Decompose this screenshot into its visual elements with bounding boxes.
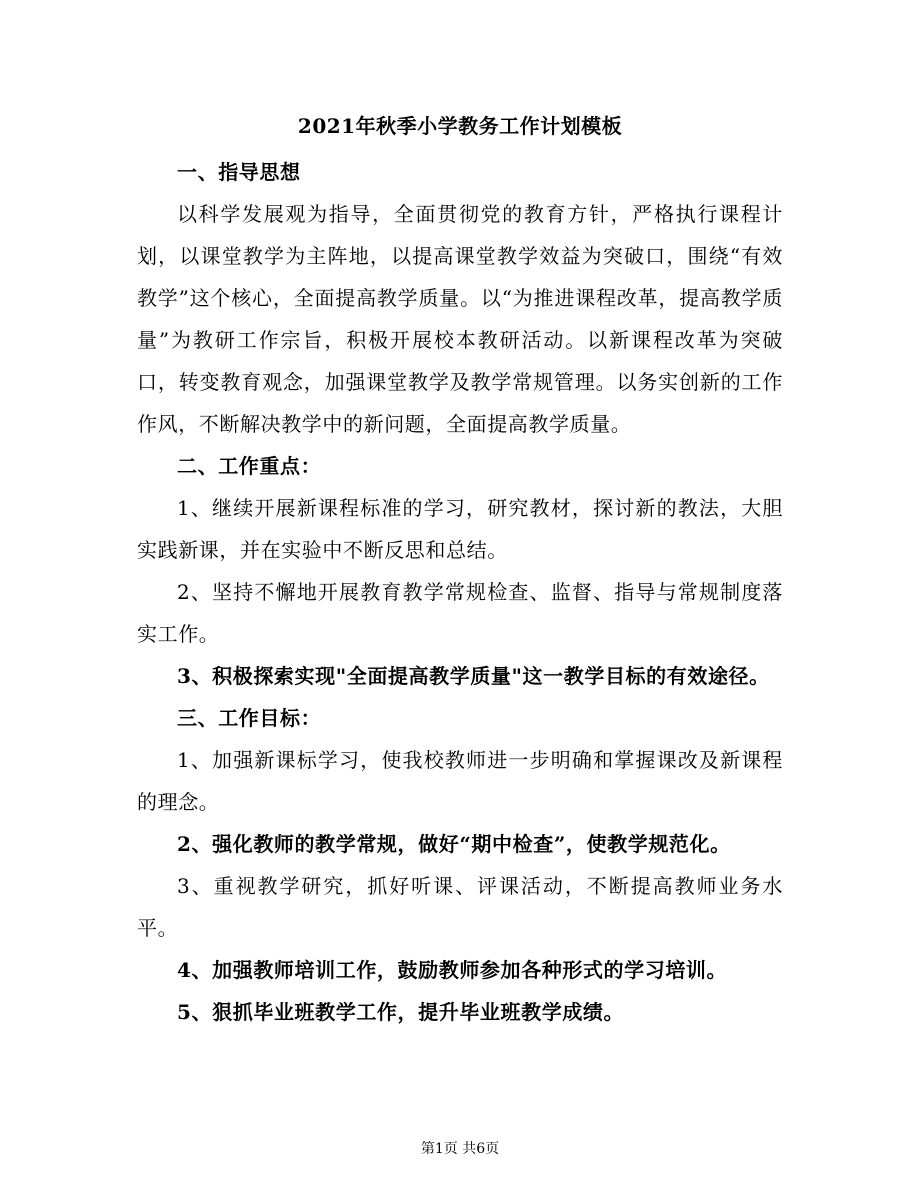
- section-heading-work-focus: 二、工作重点：: [177, 454, 322, 478]
- list-item-focus-3: 3、积极探索实现"全面提高教学质量"这一教学目标的有效途径。: [177, 664, 770, 688]
- list-item-goal-1: 1、加强新课标学习，使我校教师进一步明确和掌握课改及新课程的理念。: [137, 748, 783, 814]
- list-item-focus-1: 1、继续开展新课程标准的学习，研究教材，探讨新的教法，大胆实践新课，并在实验中不断反思和总结。: [137, 496, 783, 562]
- page-number: 第1页 共6页: [420, 1141, 500, 1157]
- document-title: 2021年秋季小学教务工作计划模板: [297, 114, 623, 138]
- list-item-goal-2: 2、强化教师的教学常规，做好“期中检查”，使教学规范化。: [177, 832, 731, 856]
- paragraph-guiding-ideology: 以科学发展观为指导，全面贯彻党的教育方针，严格执行课程计划，以课堂教学为主阵地，以提高课堂教学效益为突破口，围绕“有效教学”这个核心，全面提高教学质量。以“为推进课程改革，提高教学质量”为教研工作宗旨，积极开展校本教研活动。以新课程改革为突破口，转变教育观念，加强课堂教学及教学常规管理。以务实创新的工作作风，不断解决教学中的新问题，全面提高教学质量。: [137, 202, 783, 436]
- list-item-goal-4: 4、加强教师培训工作，鼓励教师参加各种形式的学习培训。: [177, 958, 728, 982]
- list-item-goal-3: 3、重视教学研究，抓好听课、评课活动，不断提高教师业务水平。: [137, 874, 783, 940]
- section-heading-work-goals: 三、工作目标：: [177, 706, 322, 730]
- list-item-goal-5: 5、狠抓毕业班教学工作，提升毕业班教学成绩。: [177, 1000, 625, 1024]
- list-item-focus-2: 2、坚持不懈地开展教育教学常规检查、监督、指导与常规制度落实工作。: [137, 580, 783, 646]
- section-heading-guiding-ideology: 一、指导思想: [177, 160, 301, 184]
- document-body: [137, 151, 783, 1033]
